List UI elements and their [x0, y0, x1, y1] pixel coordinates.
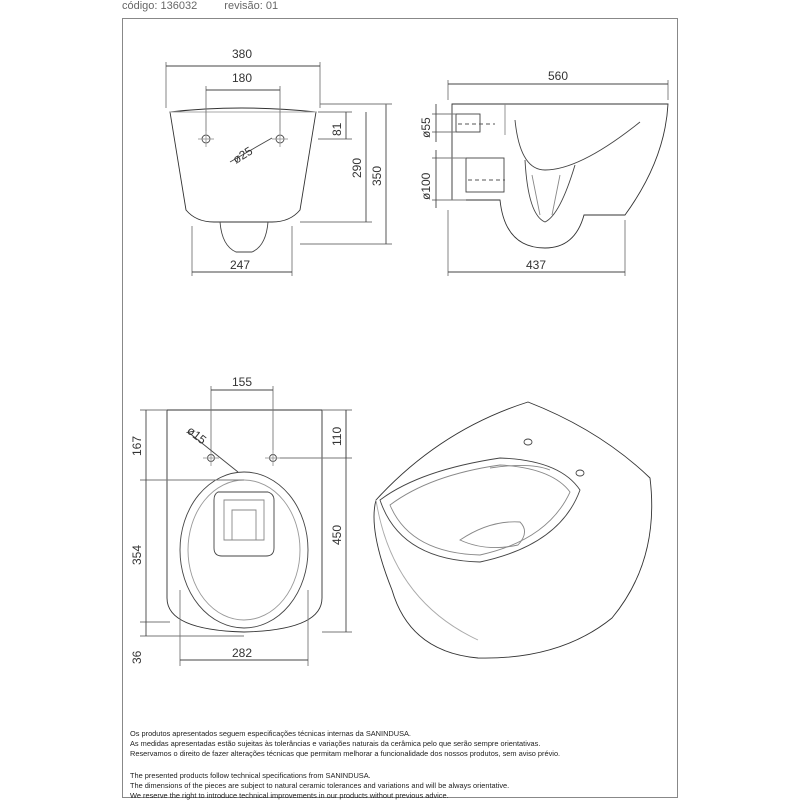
side-view: [432, 80, 668, 276]
dim-front-hole-dia: ø25: [230, 143, 256, 167]
dim-top-front-offset: 36: [130, 650, 144, 664]
revision: revisão: 01: [224, 0, 279, 12]
note-pt-2: As medidas apresentadas estão sujeitas às tolerâncias e variações naturais da cerâmica pelo que serão sempre orientativas.: [130, 739, 541, 749]
note-en-2: The dimensions of the pieces are subject to natural ceramic tolerances and variations and will be always orientative.: [130, 780, 510, 790]
dim-front-outlet-width: 247: [230, 258, 251, 272]
dim-top-bowl-width: 282: [232, 646, 253, 660]
dim-top-hole-dia: ø15: [184, 423, 210, 448]
note-pt-3: Reservamos o direito de fazer alterações técnicas que permitam melhorar a funcionalidade dos nossos produtos, sem aviso prévio.: [130, 749, 561, 759]
dim-top-length: 450: [330, 524, 344, 545]
dim-top-rear-offset: 167: [130, 435, 144, 456]
dim-front-top-offset: 81: [330, 122, 344, 136]
dim-top-holes: 155: [232, 375, 253, 389]
dim-front-height-body: 290: [350, 157, 364, 178]
dim-side-depth: 560: [548, 69, 569, 83]
dim-side-projection: 437: [526, 258, 547, 272]
top-view: [140, 386, 352, 666]
dim-front-holes: 180: [232, 71, 253, 85]
dim-front-width: 380: [232, 47, 253, 61]
dim-side-outlet: ø100: [419, 172, 433, 200]
perspective-view: [374, 402, 652, 658]
note-en-3: We reserve the right to introduce technical improvements in our products without previous advice.: [130, 791, 449, 801]
dim-top-hole-offset: 110: [330, 426, 344, 446]
dim-top-body: 354: [130, 544, 144, 565]
note-pt-1: Os produtos apresentados seguem especificações técnicas internas da SANINDUSA.: [130, 729, 411, 738]
product-code: código: 136032: [122, 0, 198, 12]
dim-side-inlet: ø55: [419, 117, 433, 138]
dim-front-height-total: 350: [370, 165, 384, 186]
disclaimer-notes: [130, 729, 670, 801]
note-en-1: The presented products follow technical specifications from SANINDUSA.: [130, 770, 371, 780]
